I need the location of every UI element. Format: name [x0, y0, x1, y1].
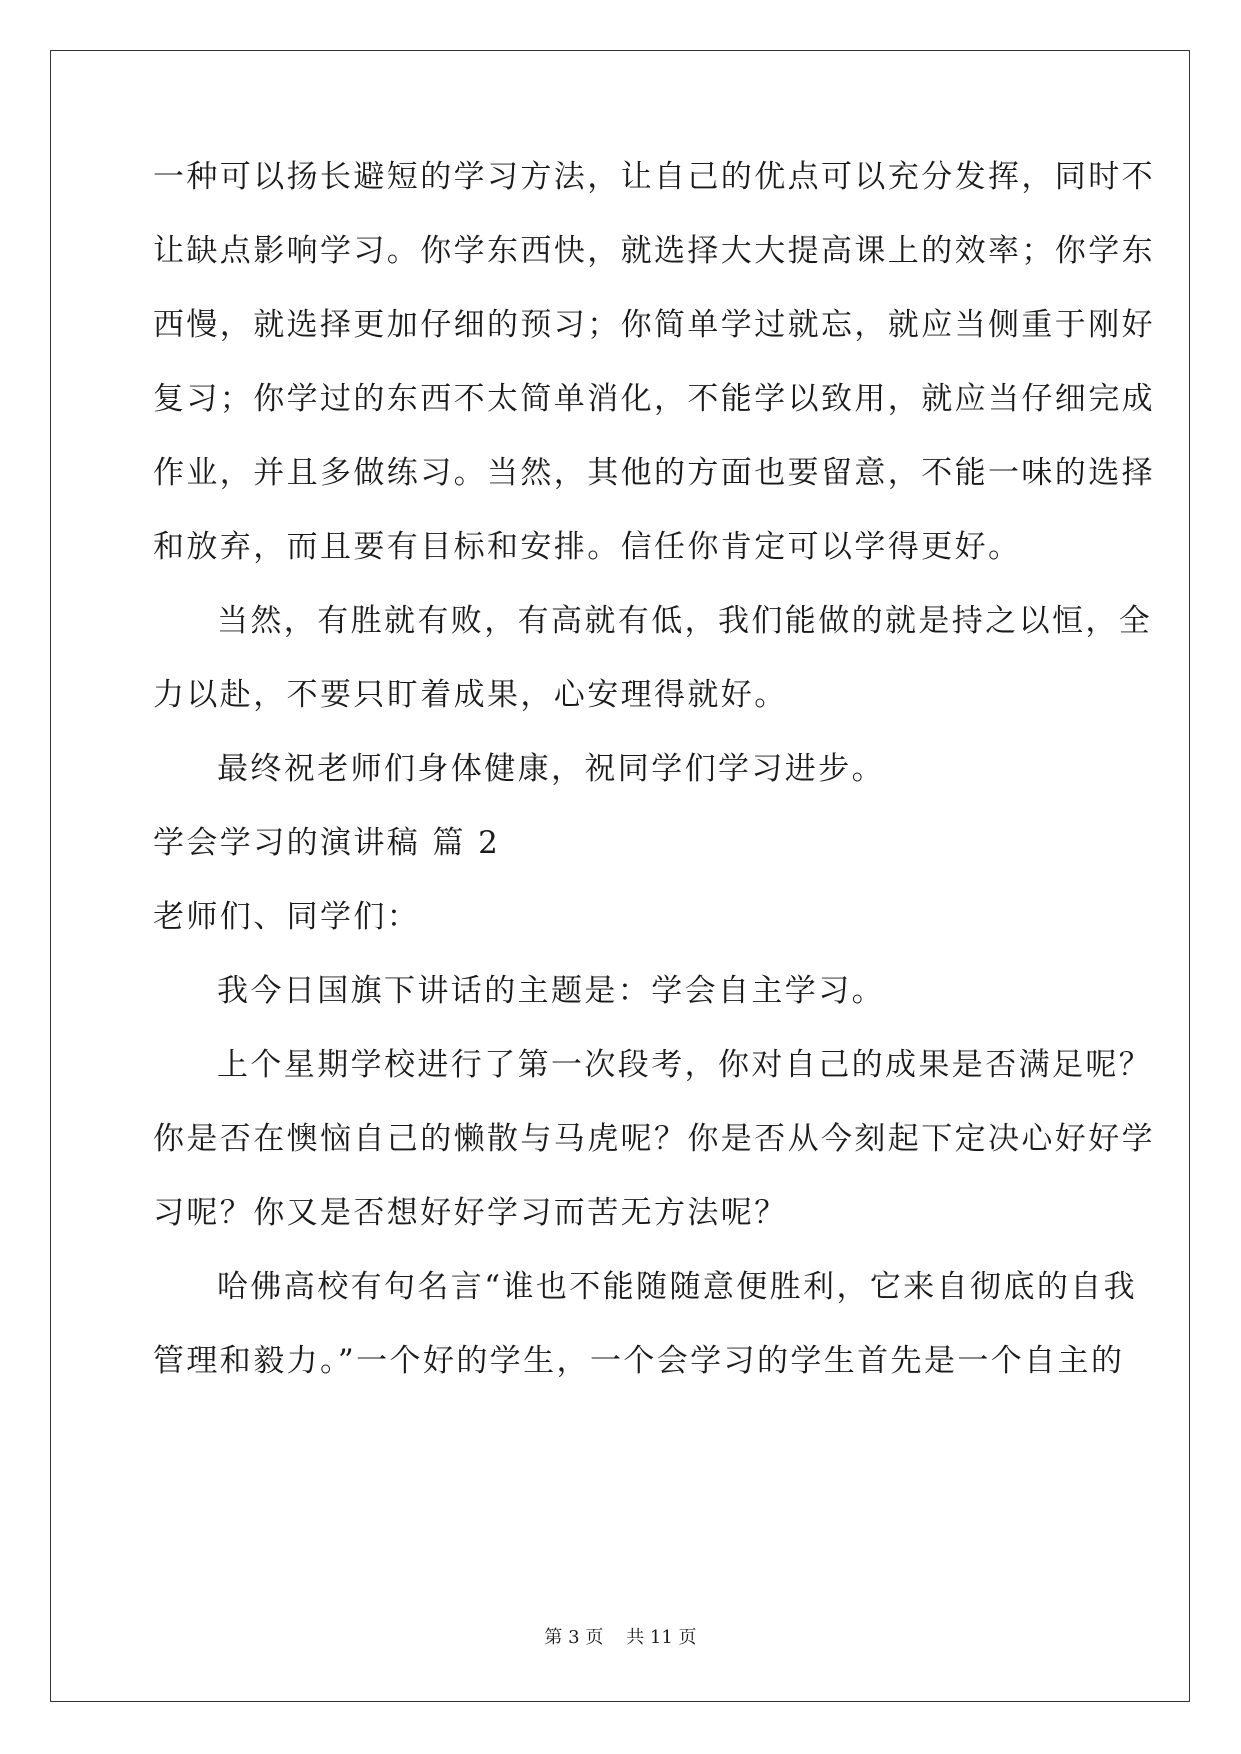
paragraph-line: 一种可以扬长避短的学习方法，让自己的优点可以充分发挥，同时不 — [153, 159, 1155, 195]
page-border — [50, 50, 1190, 1702]
section-heading: 学会学习的演讲稿 篇 2 — [153, 825, 501, 861]
paragraph-line: 最终祝老师们身体健康，祝同学们学习进步。 — [217, 751, 885, 787]
paragraph-line: 作业，并且多做练习。当然，其他的方面也要留意，不能一味的选择 — [153, 455, 1155, 491]
page-footer — [0, 1626, 1241, 1650]
paragraph-line: 复习；你学过的东西不太简单消化，不能学以致用，就应当仔细完成 — [153, 381, 1155, 417]
paragraph-line: 习呢？你又是否想好好学习而苦无方法呢？ — [153, 1195, 788, 1231]
paragraph-line: 我今日国旗下讲话的主题是：学会自主学习。 — [217, 973, 885, 1009]
page-number-label: 第 3 页 共 11 页 — [544, 1627, 697, 1648]
paragraph-line: 上个星期学校进行了第一次段考，你对自己的成果是否满足呢？ — [217, 1047, 1153, 1083]
paragraph-line: 管理和毅力。”一个好的学生，一个会学习的学生首先是一个自主的 — [153, 1343, 1125, 1379]
paragraph-line: 当然，有胜就有败，有高就有低，我们能做的就是持之以恒，全 — [217, 603, 1153, 639]
paragraph-line: 让缺点影响学习。你学东西快，就选择大大提高课上的效率；你学东 — [153, 233, 1155, 269]
salutation: 老师们、同学们： — [153, 899, 421, 935]
paragraph-line: 和放弃，而且要有目标和安排。信任你肯定可以学得更好。 — [153, 529, 1022, 565]
paragraph-line: 力以赴，不要只盯着成果，心安理得就好。 — [153, 677, 788, 713]
paragraph-line: 西慢，就选择更加仔细的预习；你简单学过就忘，就应当侧重于刚好 — [153, 307, 1155, 343]
paragraph-line: 你是否在懊恼自己的懒散与马虎呢？你是否从今刻起下定决心好好学 — [153, 1121, 1155, 1157]
paragraph-line: 哈佛高校有句名言“谁也不能随随意便胜利，它来自彻底的自我 — [217, 1269, 1138, 1305]
